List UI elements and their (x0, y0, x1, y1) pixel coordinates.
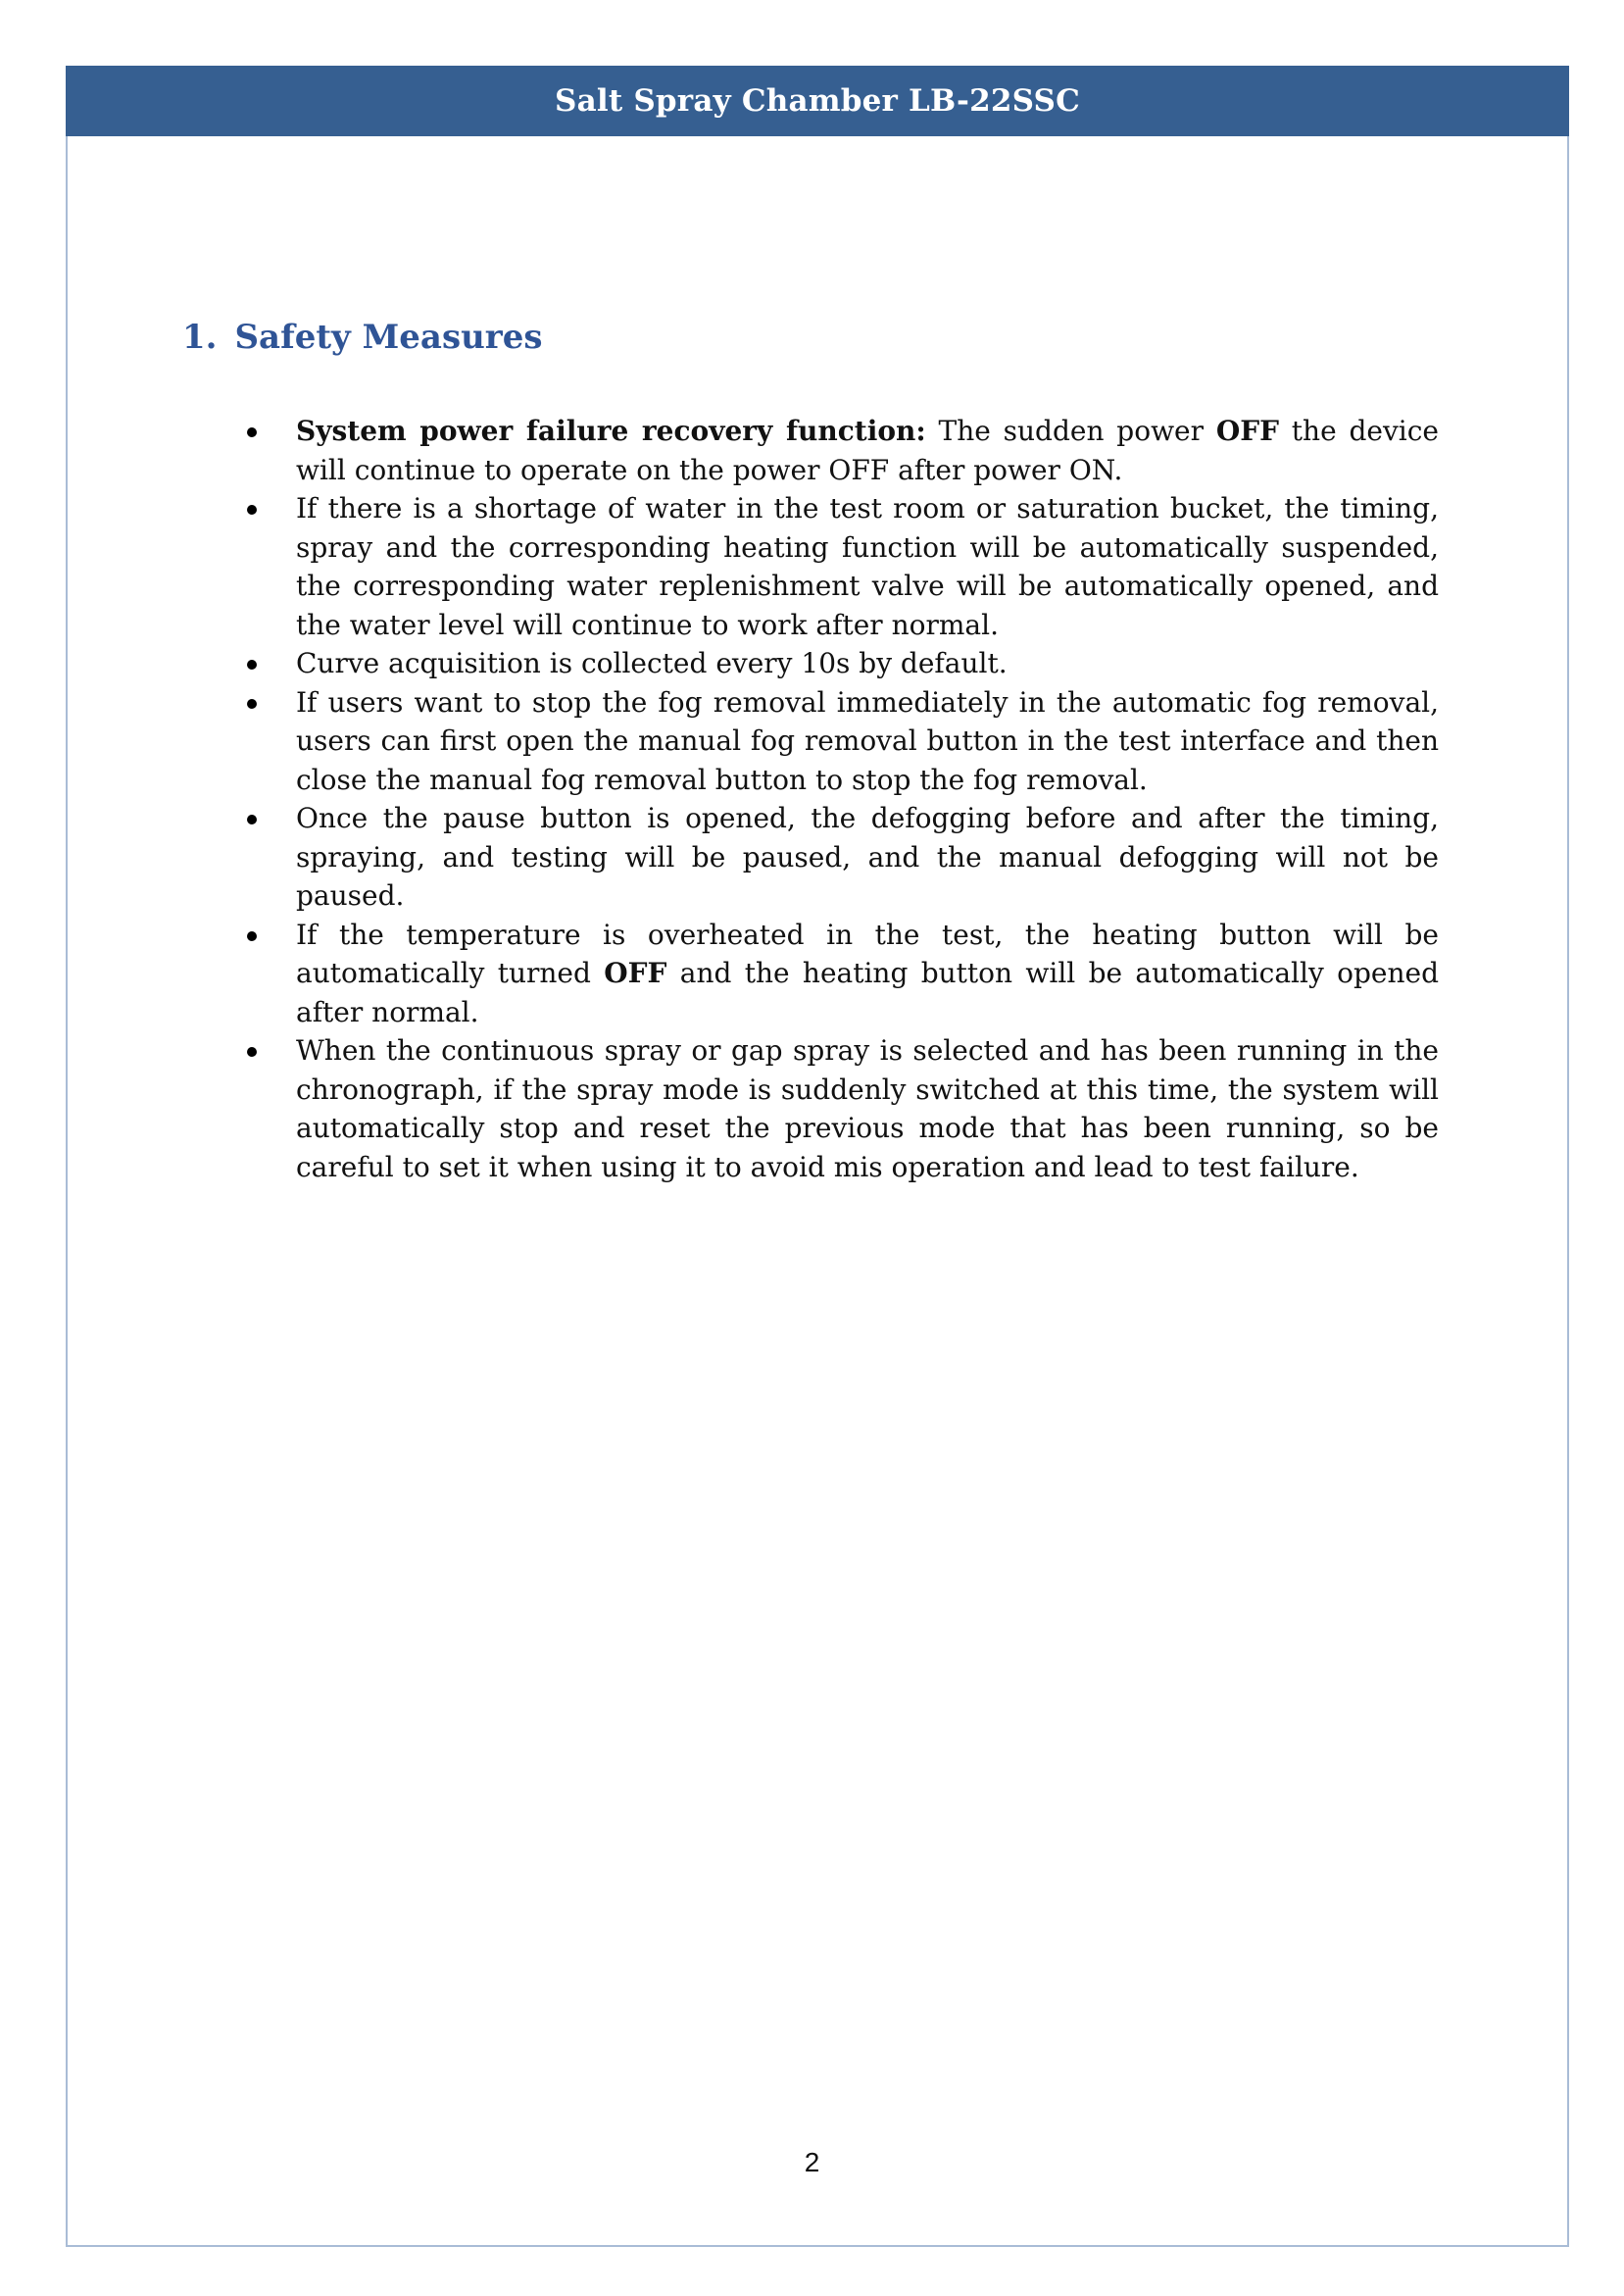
bullet-icon (247, 427, 257, 437)
list-item (241, 489, 1439, 644)
bullet-icon (247, 505, 257, 515)
item-text: and the heating button will be automatically opened after normal. (296, 957, 1440, 1028)
item-text: the device will continue to operate on the power OFF after power ON. (296, 415, 1439, 486)
section-title: Safety Measures (234, 318, 543, 357)
list-item (241, 412, 1439, 489)
item-bold-text: OFF (604, 957, 667, 989)
list-item (241, 916, 1439, 1032)
item-text: If there is a shortage of water in the test room or saturation bucket, the timing, spray and the corresponding heating function will be automatically suspended, the corresponding water replenishment valve will be automatically opened, and the water level will continue to work after normal. (296, 492, 1439, 641)
bullet-icon (247, 660, 257, 670)
list-item (241, 644, 1439, 683)
item-text: If users want to stop the fog removal immediately in the automatic fog removal, users can first open the manual fog removal button in the test interface and then close the manual fog removal button to stop the fog removal. (296, 685, 1439, 796)
bullet-icon (247, 931, 257, 941)
section-heading (182, 318, 543, 357)
header-bar (66, 66, 1569, 136)
item-text: Curve acquisition is collected every 10s by default. (296, 647, 1008, 679)
item-text: If the temperature is overheated in the test, the heating button will be automatically turned (296, 918, 1439, 989)
document-title: Salt Spray Chamber LB-22SSC (554, 83, 1081, 119)
list-item (241, 1031, 1439, 1186)
item-text: When the continuous spray or gap spray is selected and has been running in the chronograph, if the spray mode is suddenly switched at this time, the system will automatically stop and reset the previous mode that has been running, so be careful to set it when using it to avoid mis operation and lead to test failure. (296, 1034, 1439, 1183)
item-text: Once the pause button is opened, the defogging before and after the timing, spraying, and testing will be paused, and the manual defogging will not be paused. (296, 802, 1439, 912)
bullet-icon (247, 1047, 257, 1057)
list-item (241, 683, 1439, 800)
bullet-icon (247, 815, 257, 824)
list-item (241, 799, 1439, 916)
item-bold-text: OFF (1215, 415, 1279, 447)
safety-measures-list (241, 412, 1439, 1186)
section-number: 1. (182, 318, 218, 357)
item-text: The sudden power (925, 415, 1216, 447)
page-number: 2 (804, 2147, 820, 2177)
bullet-icon (247, 699, 257, 709)
item-lead-bold: System power failure recovery function: (296, 415, 926, 447)
